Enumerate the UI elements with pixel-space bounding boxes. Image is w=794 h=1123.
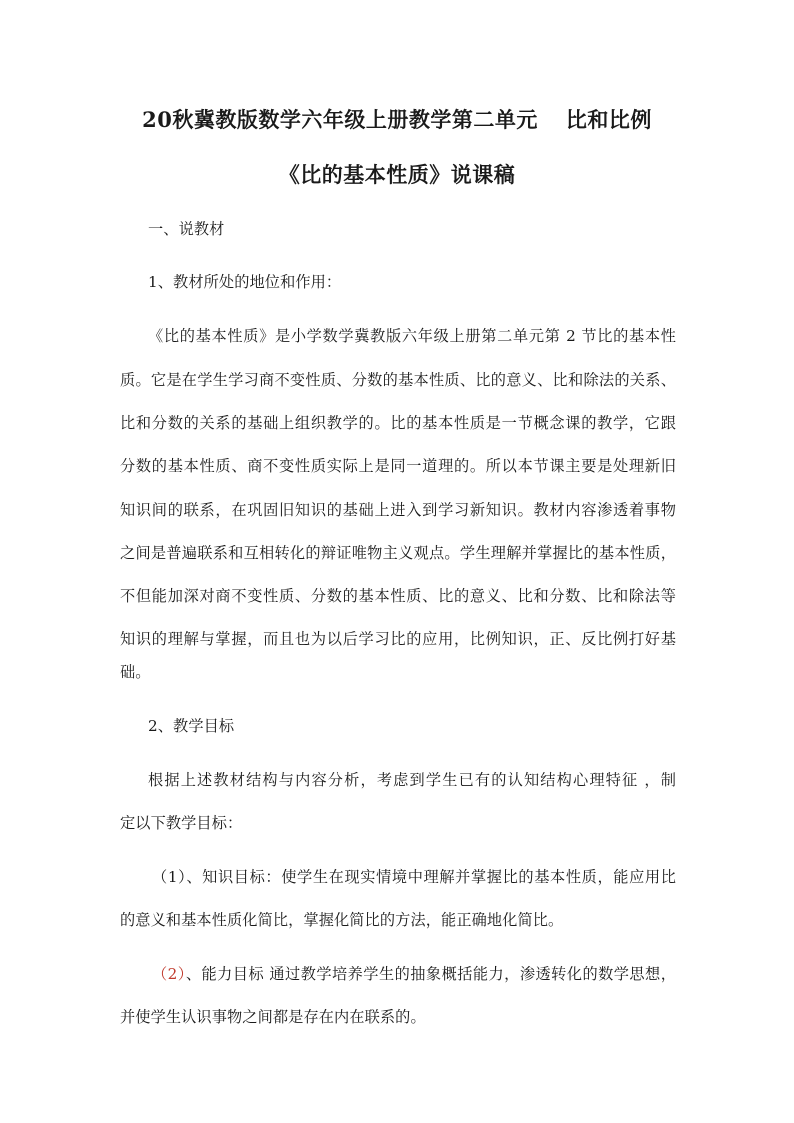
goal-number: （2） [152,965,186,983]
paragraph-line [152,866,676,887]
paragraph-line: 分数的基本性质、商不变性质实际上是同一道理的。所以本节课主要是处理新旧 [120,457,676,475]
paragraph-line: 之间是普遍联系和互相转化的辩证唯物主义观点。学生理解并掌握比的基本性质， [120,544,676,562]
paragraph-line: 并使学生认识事物之间都是存在内在联系的。 [120,1008,426,1026]
paragraph-line: 不但能加深对商不变性质、分数的基本性质、比的意义、比和分数、比和除法等 [120,587,676,605]
paragraph-line: 比和分数的关系的基础上组织教学的。比的基本性质是一节概念课的教学，它跟 [120,414,676,432]
section-heading-textbook: 一、说教材 [148,220,225,238]
paragraph-line: 根据上述教材结构与内容分析，考虑到学生已有的认知结构心理特征 ，制 [148,771,676,789]
title-unit: 比和比例 [565,107,652,132]
paragraph-line: 质。它是在学生学习商不变性质、分数的基本性质、比的意义、比和除法的关系、 [120,371,676,389]
goal-text: 、知识目标：使学生在现实情境中理解并掌握比的基本性质，能应用比 [186,868,676,886]
paragraph-line: 知识间的联系，在巩固旧知识的基础上进入到学习新知识。教材内容渗透着事物 [120,501,676,519]
paragraph-line: 础。 [120,663,151,681]
goal-number: （1） [152,868,187,886]
title-main: 20秋冀教版数学六年级上册教学第二单元 [142,107,538,132]
goal-text: 、能力目标 通过教学培养学生的抽象概括能力，渗透转化的数学思想， [185,965,676,983]
subsection-heading-role: 1、教材所处的地位和作用： [148,273,342,291]
paragraph-line: 的意义和基本性质化简比，掌握化简比的方法，能正确地化简比。 [120,911,564,929]
document-title [0,104,794,134]
subsection-heading-goals: 2、教学目标 [148,717,235,735]
paragraph-line [152,963,676,984]
document-subtitle: 《比的基本性质》说课稿 [278,162,516,187]
paragraph-line: 《比的基本性质》是小学数学冀教版六年级上册第二单元第 2 节比的基本性 [148,327,676,345]
paragraph-line: 知识的理解与掌握，而且也为以后学习比的应用，比例知识，正、反比例打好基 [120,630,676,648]
paragraph-line: 定以下教学目标： [120,814,243,832]
